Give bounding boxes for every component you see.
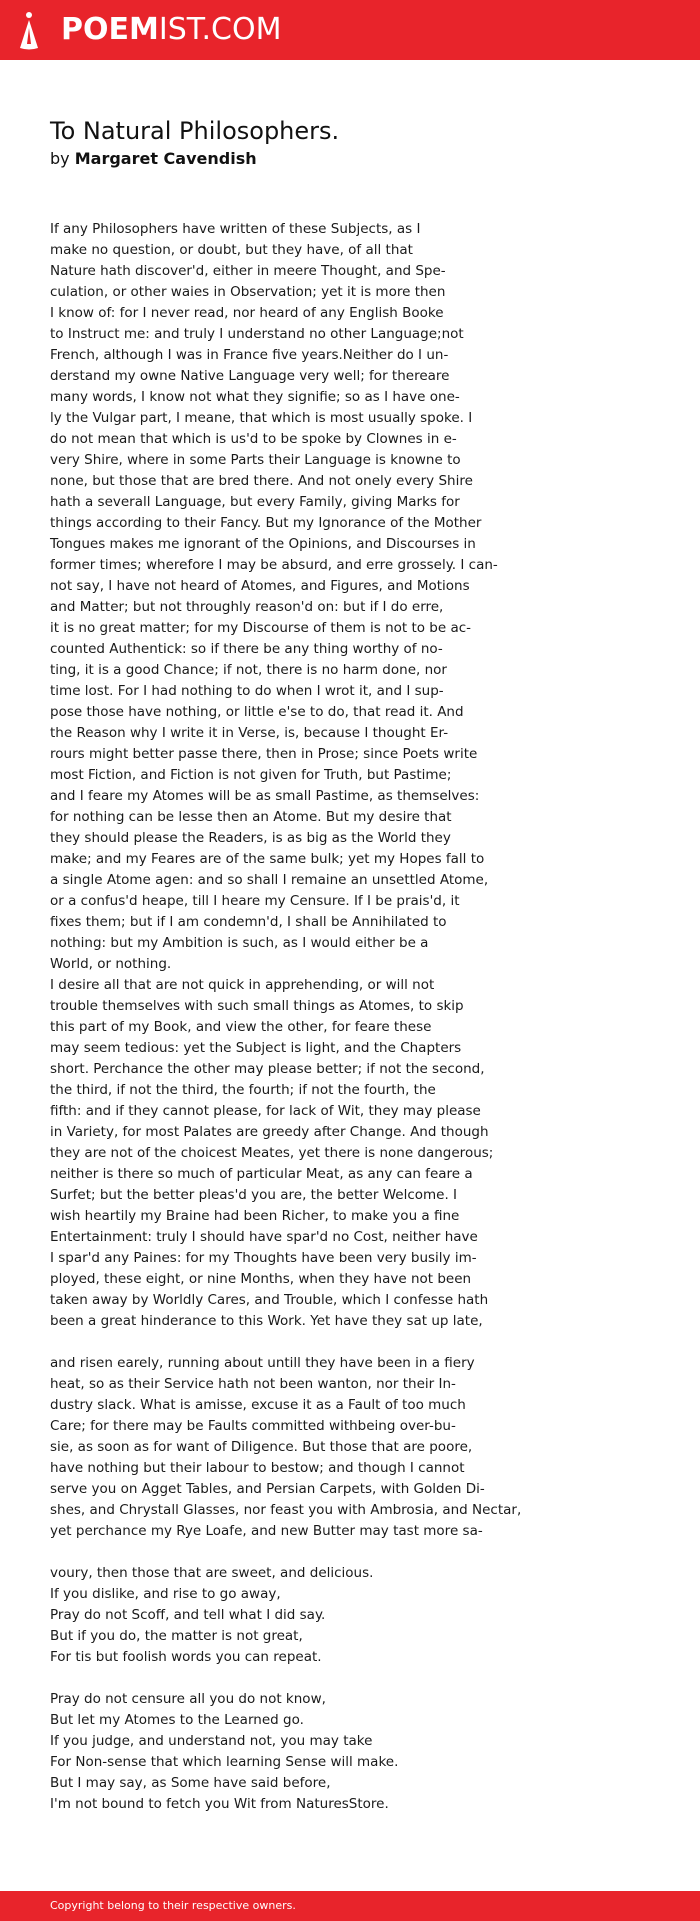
poem-line: former times; wherefore I may be absurd, and erre grossely. I can- (50, 557, 498, 573)
copyright-notice: Copyright belong to their respective owners. (50, 1899, 296, 1912)
poem-line: If you dislike, and rise to go away, (50, 1586, 281, 1602)
poem-line: or a confus'd heape, till I heare my Censure. If I be prais'd, it (50, 893, 460, 909)
poem-line: I know of: for I never read, nor heard of any English Booke (50, 305, 444, 321)
poem-line: taken away by Worldly Cares, and Trouble, which I confesse hath (50, 1292, 489, 1308)
poem-line: for nothing can be lesse then an Atome. But my desire that (50, 809, 452, 825)
logo-text-light: IST.COM (158, 12, 282, 47)
poem-line: If you judge, and understand not, you may take (50, 1733, 373, 1749)
poem-line: in Variety, for most Palates are greedy after Change. And though (50, 1124, 489, 1140)
poem-line: ting, it is a good Chance; if not, there is no harm done, nor (50, 662, 447, 678)
poem-line: many words, I know not what they signifie; so as I have one- (50, 389, 460, 405)
poem-line: ployed, these eight, or nine Months, when they have not been (50, 1271, 472, 1287)
poem-line: they should please the Readers, is as big as the World they (50, 830, 451, 846)
poem-line: may seem tedious: yet the Subject is light, and the Chapters (50, 1040, 462, 1056)
poem-line: things according to their Fancy. But my Ignorance of the Mother (50, 515, 482, 531)
logo-text-bold: POEM (61, 12, 159, 47)
pen-nib-icon[interactable] (19, 11, 39, 51)
poem-line: For tis but foolish words you can repeat. (50, 1649, 322, 1665)
poem-line: shes, and Chrystall Glasses, nor feast you with Ambrosia, and Nectar, (50, 1502, 522, 1518)
poem-line: Nature hath discover'd, either in meere Thought, and Spe- (50, 263, 446, 279)
poem-line: Care; for there may be Faults committed withbeing over-bu- (50, 1418, 456, 1434)
poem-line: and I feare my Atomes will be as small Pastime, as themselves: (50, 788, 480, 804)
poem-line: the Reason why I write it in Verse, is, because I thought Er- (50, 725, 449, 741)
poem-line: time lost. For I had nothing to do when I wrot it, and I sup- (50, 683, 444, 699)
poem-line: hath a severall Language, but every Family, giving Marks for (50, 494, 460, 510)
poem-line: But let my Atomes to the Learned go. (50, 1712, 304, 1728)
poem-line: and Matter; but not throughly reason'd on: but if I do erre, (50, 599, 444, 615)
poem-line: a single Atome agen: and so shall I remaine an unsettled Atome, (50, 872, 489, 888)
poem-line: it is no great matter; for my Discourse of them is not to be ac- (50, 620, 472, 636)
poem-line: yet perchance my Rye Loafe, and new Butter may tast more sa- (50, 1523, 483, 1539)
poem-line: and risen earely, running about untill they have been in a fiery (50, 1355, 475, 1371)
stanza-break (50, 1332, 650, 1353)
poem-line: not say, I have not heard of Atomes, and Figures, and Motions (50, 578, 470, 594)
stanza-break (50, 1668, 650, 1689)
poem-line: none, but those that are bred there. And not onely every Shire (50, 473, 473, 489)
site-header (0, 0, 700, 60)
poem-line: Surfet; but the better pleas'd you are, the better Welcome. I (50, 1187, 458, 1203)
poem-body (50, 219, 650, 1815)
poem-line: counted Authentick: so if there be any thing worthy of no- (50, 641, 443, 657)
poem-line: this part of my Book, and view the other, for feare these (50, 1019, 432, 1035)
poem-line: fixes them; but if I am condemn'd, I shall be Annihilated to (50, 914, 447, 930)
poem-line: Tongues makes me ignorant of the Opinions, and Discourses in (50, 536, 476, 552)
poem-line: fifth: and if they cannot please, for lack of Wit, they may please (50, 1103, 481, 1119)
poem-line: been a great hinderance to this Work. Yet have they sat up late, (50, 1313, 483, 1329)
site-logo[interactable] (61, 10, 281, 50)
author-link[interactable]: Margaret Cavendish (74, 149, 257, 168)
poem-line: sie, as soon as for want of Diligence. But those that are poore, (50, 1439, 473, 1455)
poem-line: pose those have nothing, or little e'se to do, that read it. And (50, 704, 464, 720)
poem-line: derstand my owne Native Language very well; for thereare (50, 368, 450, 384)
poem-line: voury, then those that are sweet, and delicious. (50, 1565, 374, 1581)
poem-title: To Natural Philosophers. (50, 117, 340, 145)
poem-line: very Shire, where in some Parts their Language is knowne to (50, 452, 461, 468)
poem-line: Pray do not censure all you do not know, (50, 1691, 326, 1707)
poem-line: dustry slack. What is amisse, excuse it as a Fault of too much (50, 1397, 466, 1413)
poem-line: French, although I was in France five years.Neither do I un- (50, 347, 449, 363)
poem-line: most Fiction, and Fiction is not given for Truth, but Pastime; (50, 767, 452, 783)
poem-line: I'm not bound to fetch you Wit from NaturesStore. (50, 1796, 389, 1812)
poem-line: I desire all that are not quick in apprehending, or will not (50, 977, 435, 993)
byline-prefix: by (50, 149, 70, 168)
poem-line: have nothing but their labour to bestow; and though I cannot (50, 1460, 465, 1476)
poem-line: Pray do not Scoff, and tell what I did say. (50, 1607, 326, 1623)
poem-line: trouble themselves with such small things as Atomes, to skip (50, 998, 464, 1014)
poem-line: the third, if not the third, the fourth; if not the fourth, the (50, 1082, 436, 1098)
poem-line: If any Philosophers have written of these Subjects, as I (50, 221, 421, 237)
poem-line: For Non-sense that which learning Sense will make. (50, 1754, 399, 1770)
poem-line: do not mean that which is us'd to be spoke by Clownes in e- (50, 431, 457, 447)
poem-line: to Instruct me: and truly I understand no other Language;not (50, 326, 464, 342)
poem-line: make no question, or doubt, but they have, of all that (50, 242, 413, 258)
poem-line: heat, so as their Service hath not been wanton, nor their In- (50, 1376, 456, 1392)
poem-line: ly the Vulgar part, I meane, that which is most usually spoke. I (50, 410, 473, 426)
poem-line: culation, or other waies in Observation; yet it is more then (50, 284, 446, 300)
poem-line: short. Perchance the other may please better; if not the second, (50, 1061, 485, 1077)
poem-line: serve you on Agget Tables, and Persian Carpets, with Golden Di- (50, 1481, 485, 1497)
poem-line: But if you do, the matter is not great, (50, 1628, 303, 1644)
site-footer (0, 1891, 700, 1921)
stanza-break (50, 1542, 650, 1563)
byline (50, 148, 257, 170)
poem-line: wish heartily my Braine had been Richer, to make you a fine (50, 1208, 460, 1224)
poem-line: World, or nothing. (50, 956, 172, 972)
poem-line: But I may say, as Some have said before, (50, 1775, 331, 1791)
poem-line: nothing: but my Ambition is such, as I would either be a (50, 935, 429, 951)
poem-line: they are not of the choicest Meates, yet there is none dangerous; (50, 1145, 494, 1161)
poem-line: neither is there so much of particular Meat, as any can feare a (50, 1166, 473, 1182)
poem-line: I spar'd any Paines: for my Thoughts have been very busily im- (50, 1250, 477, 1266)
poem-line: rours might better passe there, then in Prose; since Poets write (50, 746, 478, 762)
poem-line: make; and my Feares are of the same bulk; yet my Hopes fall to (50, 851, 485, 867)
poem-line: Entertainment: truly I should have spar'd no Cost, neither have (50, 1229, 478, 1245)
